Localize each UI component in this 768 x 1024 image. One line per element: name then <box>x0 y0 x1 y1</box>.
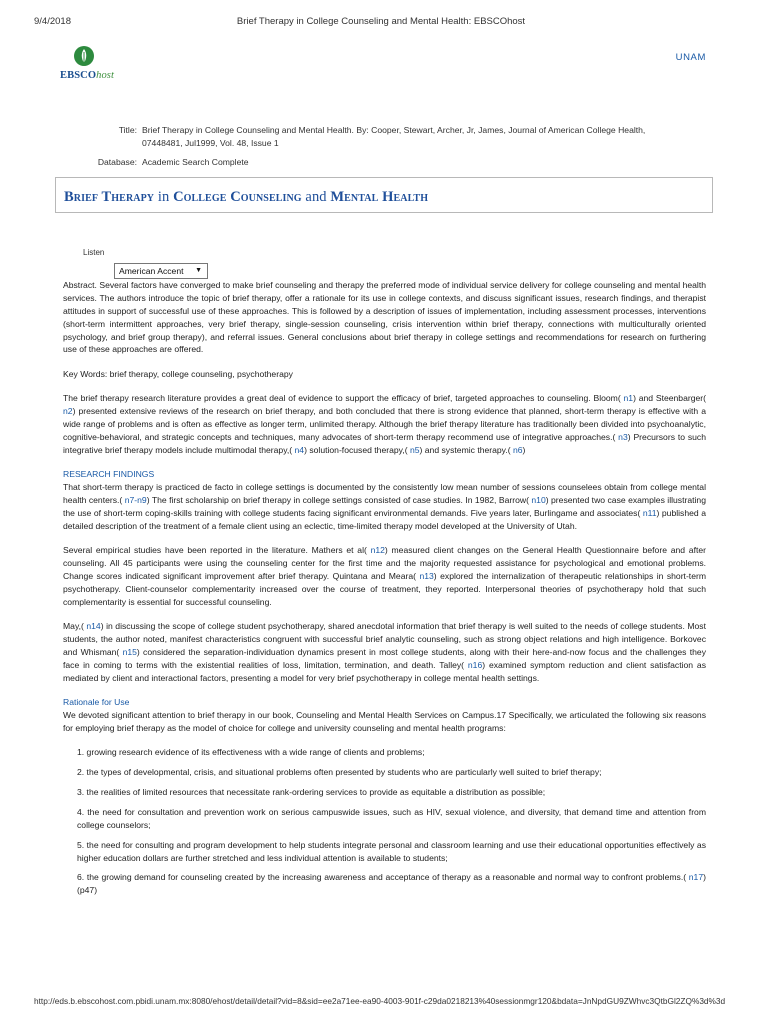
keywords: Key Words: brief therapy, college counseling, psychotherapy <box>63 368 293 379</box>
list-item: 1. growing research evidence of its effectiveness with a wide range of clients and problems; <box>77 747 425 758</box>
ebsco-logo-icon <box>74 46 94 66</box>
print-page-title: Brief Therapy in College Counseling and Mental Health: EBSCOhost <box>236 16 526 27</box>
rationale-list <box>63 746 706 897</box>
title-label: Title: <box>118 125 137 135</box>
reference-link[interactable]: n12 <box>366 545 385 556</box>
database-value: Academic Search Complete <box>142 156 249 167</box>
article-body <box>63 279 706 904</box>
reference-link[interactable]: n6 <box>510 444 523 455</box>
dropdown-arrow-icon: ▼ <box>195 267 202 274</box>
list-item: 5. the need for consulting and program development to help students integrate personal and classroom learning and use their educational opportunities effectively as higher education dollars are further stretched and less individual attention is available to students; <box>77 839 706 863</box>
reference-link[interactable]: n4 <box>292 444 305 455</box>
reference-link[interactable]: n11 <box>640 507 657 518</box>
reference-link[interactable]: n13 <box>416 570 434 581</box>
institution-link[interactable]: UNAM <box>675 52 706 63</box>
print-footer-url: http://eds.b.ebscohost.com.pbidi.unam.mx:8080/ehost/detail/detail?vid=8&sid=ee2a71ee-ea90-4003-901f-c29da0218213%40sessionmgr120&bdata=JnNpdGU9ZWhvc3QtbGl2ZQ%3d%3d <box>34 996 726 1006</box>
section-heading-research-findings: RESEARCH FINDINGS <box>63 469 155 480</box>
reference-link[interactable]: n15 <box>119 646 137 657</box>
reference-link[interactable]: n5 <box>407 444 420 455</box>
section-heading-rationale: Rationale for Use <box>63 697 130 708</box>
reference-link[interactable]: n2 <box>63 406 73 417</box>
ebscohost-logo[interactable] <box>60 46 115 84</box>
reference-link[interactable]: n14 <box>83 621 101 632</box>
list-item: 3. the realities of limited resources that necessitate rank-ordering services to provide as equitable a distribution as possible; <box>77 787 546 797</box>
ebsco-logo-text: EBSCOhost <box>60 70 115 81</box>
print-date: 9/4/2018 <box>34 16 71 27</box>
research-paragraph-3: May,( n14) in discussing the scope of college student psychotherapy, shared anecdotal information that brief therapy is well suited to the needs of college students. Most students, the author noted, manifest characteristics congruent with successful brief analytic counseling, such as strong object relations and high intelligence. Borkovec and Whisman( n15) considered the separation-individuation dynamics present in most college students, along with their here-and-now focus and the challenges they face in coming to terms with the existential realities of loss, limitation, termination, and death. Talley( n16) examined symptom reduction and client satisfaction as mediated by client and interactional factors, presenting a model for very brief psychotherapy in college mental health settings. <box>63 621 707 683</box>
accent-select-value: American Accent <box>119 266 184 276</box>
abstract: Abstract. Several factors have converged to make brief counseling and therapy the preferred mode of individual service delivery for college counseling and mental health services. The authors introduce the topic of brief therapy, offer a rationale for its use in college contexts, and discuss significant issues, research findings, and therapist attitudes in support of successful use of these approaches. This is followed by a description of issues of implementation, including assessment processes, interventions (short-term intermittent approaches, very brief therapy, single-session counseling, crisis intervention within brief therapy, connections with multiculturally oriented psychology, and brief group therapy), and referral issues. General conclusions about brief therapy in college settings and recommendations for research on furthering use of these approaches are offered. <box>63 280 706 355</box>
reference-link[interactable]: n7-n9 <box>122 494 147 505</box>
list-item: 6. the growing demand for counseling created by the increasing awareness and acceptance of therapy as a reasonable and normal way to confront problems.( n17)(p47) <box>77 872 706 896</box>
reference-link[interactable]: n17 <box>686 872 704 883</box>
database-label: Database: <box>97 156 137 167</box>
list-item: 2. the types of developmental, crisis, and situational problems often presented by students who are particularly well suited to brief therapy; <box>77 767 602 778</box>
database-row <box>84 156 684 169</box>
print-header <box>34 15 728 29</box>
listen-label[interactable]: Listen <box>83 248 105 257</box>
reference-link[interactable]: n10 <box>528 494 546 505</box>
reference-link[interactable]: n1 <box>620 393 634 404</box>
title-value: Brief Therapy in College Counseling and Mental Health. By: Cooper, Stewart, Archer, Jr, James, Journal of American College Health, 07448481, Jul1999, Vol. 48, Issue 1 <box>142 125 646 148</box>
article-title-box <box>55 177 713 213</box>
title-row <box>84 124 684 150</box>
accent-select[interactable] <box>114 263 208 279</box>
reference-link[interactable]: n16 <box>464 659 483 670</box>
reference-link[interactable]: n3 <box>615 431 628 442</box>
record-metadata <box>84 124 684 175</box>
rationale-intro: We devoted significant attention to brief therapy in our book, Counseling and Mental Health Services on Campus.17 Specifically, we articulated the following six reasons for employing brief therapy as the model of choice for college and university counseling and mental health programs: <box>63 709 706 733</box>
list-item: 4. the need for consultation and prevention work on serious campuswide issues, such as HIV, sexual violence, and diversity, that demand time and attention from college counselors; <box>77 806 706 830</box>
research-paragraph-1: That short-term therapy is practiced de facto in college settings is documented by the consistently low mean number of sessions counselees obtain from college mental health centers.( n7-n9) The first scholarship on brief therapy in college settings consisted of case studies. In 1982, Barrow( n10) presented two case examples illustrating the use of short-term coping-skills training with college students facing significant environmental demands. Five years later, Burlingame and associates( n11) published a detailed description of the treatment of a female client using an eclectic, time-limited therapy model developed at the University of Utah. <box>63 482 706 531</box>
research-paragraph-2: Several empirical studies have been reported in the literature. Mathers et al( n12) measured client changes on the General Health Questionnaire before and after counseling. All 45 participants were using the counseling center for the first time and the majority requested assistance for psychological and emotional problems. Change scores indicated significant improvement after brief therapy. Quintana and Meara( n13) explored the internalization of therapeutic relationships in short-term psychotherapy. Client-counselor complementarity increased over the course of treatment, they reported. Interpersonal theories of psychotherapy hold that such complementarity is essential for successful counseling. <box>63 545 706 607</box>
article-title: Brief Therapy in College Counseling and Mental Health <box>64 189 429 205</box>
intro-paragraph: The brief therapy research literature provides a great deal of evidence to support the efficacy of brief, targeted approaches to counseling. Bloom( n1) and Steenbarger( n2) presented extensive reviews of the research on brief therapy, and both concluded that there is strong evidence that planned, short-term therapy is effective with a wide range of problems and is often as effective as longer term, unlimited therapy. Although the brief therapy literature has traditionally been divided into psychoanalytic, cognitive-behavioral, and strategic concepts and techniques, many advocates of short-term therapy recommend use of integrative approaches.( n3) Precursors to such integrative brief therapy models include multimodal therapy,( n4) solution-focused therapy,( n5) and systemic therapy.( n6) <box>63 393 707 455</box>
